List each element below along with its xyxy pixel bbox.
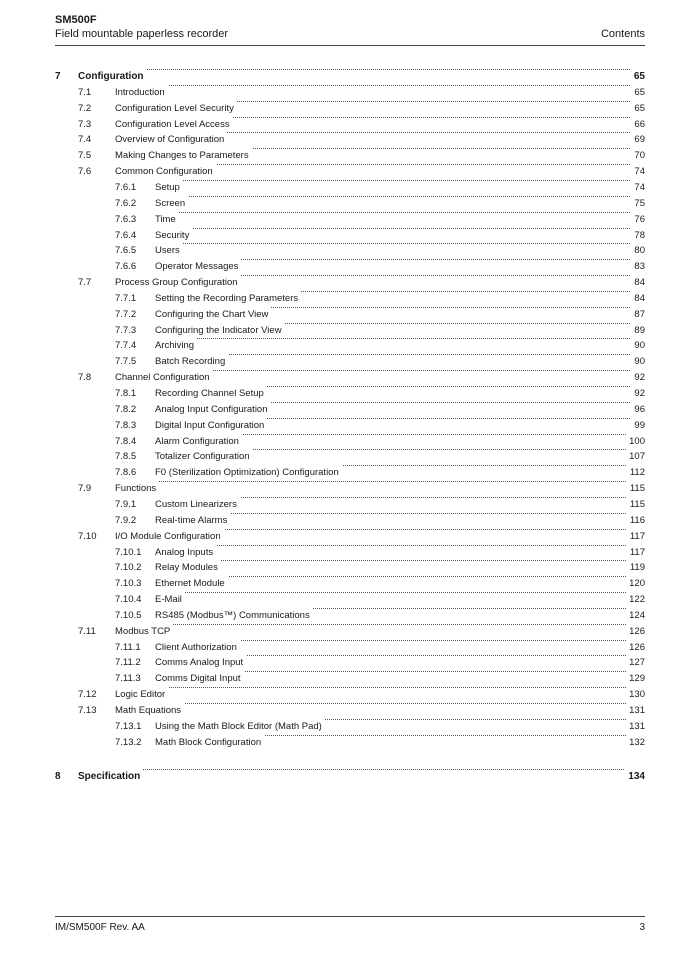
toc-entry-page: 83 [631, 259, 645, 274]
toc-entry-number: 7.8.4 [115, 435, 137, 447]
toc-entry-page: 90 [631, 354, 645, 369]
toc-entry-number: 7.7.4 [115, 340, 137, 352]
toc-entry[interactable] [0, 624, 678, 639]
toc-entry-page: 78 [631, 228, 645, 243]
toc-entry[interactable] [0, 117, 678, 132]
toc-entry-number: 7.7.2 [115, 308, 137, 320]
page-header [55, 13, 645, 41]
toc-entry[interactable] [0, 481, 678, 496]
toc-leader-dots [155, 180, 642, 181]
toc-entry[interactable] [0, 323, 678, 338]
toc-entry-title: Comms Analog Input [155, 655, 246, 670]
toc-entry-page: 87 [631, 307, 645, 322]
toc-entry-title: Introduction [115, 85, 168, 100]
toc-entry-page: 100 [626, 434, 645, 449]
footer-rule [55, 916, 645, 917]
toc-entry-page: 99 [631, 418, 645, 433]
toc-entry-title: Operator Messages [155, 259, 241, 274]
toc-entry-page: 92 [631, 370, 645, 385]
toc-leader-dots [78, 69, 642, 70]
toc-entry-number: 7.11.1 [115, 641, 141, 653]
toc-entry-number: 7.13.1 [115, 720, 142, 732]
toc-entry-title: Archiving [155, 338, 197, 353]
toc-entry-title: Configuration Level Security [115, 101, 237, 116]
toc-entry-page: 76 [631, 212, 645, 227]
toc-entry[interactable] [0, 434, 678, 449]
toc-entry[interactable] [0, 465, 678, 480]
toc-entry[interactable] [0, 655, 678, 670]
toc-entry[interactable] [0, 769, 678, 784]
toc-entry-page: 116 [627, 513, 645, 528]
toc-entry-title: Users [155, 243, 183, 258]
toc-entry-page: 107 [626, 449, 645, 464]
toc-leader-dots [155, 545, 642, 546]
toc-entry[interactable] [0, 69, 678, 84]
toc-entry-number: 7.11 [78, 625, 96, 637]
toc-entry[interactable] [0, 291, 678, 306]
toc-entry-title: Analog Inputs [155, 545, 216, 560]
toc-entry-title: Common Configuration [115, 164, 216, 179]
toc-entry[interactable] [0, 545, 678, 560]
toc-entry-page: 115 [627, 497, 645, 512]
toc-entry-number: 7.8.1 [115, 388, 137, 399]
toc-entry-page: 65 [631, 69, 645, 84]
toc-entry-number: 7.10.5 [115, 609, 142, 621]
toc-entry-page: 124 [626, 608, 645, 623]
toc-entry-number: 7.10 [78, 530, 97, 542]
toc-entry-page: 112 [627, 465, 645, 480]
toc-leader-dots [115, 687, 642, 688]
toc-entry-page: 65 [631, 85, 645, 100]
product-subtitle: Field mountable paperless recorder [55, 28, 229, 40]
toc-leader-dots [155, 212, 642, 213]
toc-entry-number: 7.7.5 [115, 356, 137, 368]
toc-leader-dots [155, 196, 642, 197]
toc-entry-title: Using the Math Block Editor (Math Pad) [155, 719, 325, 734]
toc-entry-page: 129 [626, 671, 645, 686]
toc-entry-title: Modbus TCP [115, 624, 173, 639]
toc-entry-number: 7.1 [78, 86, 92, 98]
toc-entry[interactable] [0, 592, 678, 607]
toc-entry[interactable] [0, 307, 678, 322]
toc-entry-page: 70 [631, 148, 645, 163]
toc-entry[interactable] [0, 354, 678, 369]
toc-entry-number: 7.12 [78, 689, 97, 701]
toc-entry-number: 7.6.5 [115, 245, 137, 257]
page-number: 3 [639, 922, 645, 933]
toc-entry-number: 7.8.6 [115, 467, 137, 479]
toc-entry[interactable] [0, 402, 678, 417]
toc-entry-page: 84 [631, 291, 645, 306]
toc-entry-page: 96 [631, 402, 645, 417]
toc-entry-number: 7.13 [78, 705, 97, 716]
toc-entry-page: 130 [626, 687, 645, 702]
toc-entry-title: Math Equations [115, 703, 184, 718]
toc-entry-number: 8 [55, 770, 61, 782]
toc-entry-number: 7.10.4 [115, 594, 142, 606]
toc-entry-number: 7.6.2 [115, 197, 137, 209]
toc-entry[interactable] [0, 608, 678, 623]
toc-entry-page: 132 [626, 735, 645, 750]
toc-entry-number: 7.6.6 [115, 261, 137, 273]
toc-entry-number: 7.11.3 [115, 673, 141, 685]
toc-entry-number: 7.9.1 [115, 498, 137, 510]
toc-entry[interactable] [0, 703, 678, 718]
toc-entry-title: Analog Input Configuration [155, 402, 271, 417]
toc-entry-number: 7.4 [78, 134, 92, 146]
toc-entry[interactable] [0, 560, 678, 575]
toc-entry-title: Channel Configuration [115, 370, 213, 385]
toc-entry-page: 80 [631, 243, 645, 258]
toc-entry-number: 7.9 [78, 483, 92, 495]
toc-entry[interactable] [0, 687, 678, 702]
toc-leader-dots [115, 624, 642, 625]
toc-entry-title: Security [155, 228, 192, 243]
toc-entry-title: Process Group Configuration [115, 275, 241, 290]
toc-entry[interactable] [0, 338, 678, 353]
toc-leader-dots [155, 560, 642, 561]
toc-entry-number: 7.13.2 [115, 736, 142, 748]
toc-entry-title: Totalizer Configuration [155, 449, 253, 464]
toc-entry-number: 7.8.5 [115, 451, 137, 463]
toc-entry-number: 7 [55, 71, 61, 82]
toc-entry-page: 126 [626, 624, 645, 639]
toc-entry-number: 7.8 [78, 372, 92, 384]
toc-entry-title: Digital Input Configuration [155, 418, 267, 433]
toc-entry[interactable] [0, 671, 678, 686]
toc-entry[interactable] [0, 386, 678, 401]
toc-entry-title: RS485 (Modbus™) Communications [155, 608, 313, 623]
toc-entry-page: 74 [631, 164, 645, 179]
toc-entry-title: Configuration [78, 69, 147, 84]
toc-entry-title: Configuration Level Access [115, 117, 233, 132]
toc-entry[interactable] [0, 132, 678, 147]
toc-entry-number: 7.7.1 [115, 292, 137, 304]
toc-entry-page: 90 [631, 338, 645, 353]
toc-entry-title: Configuring the Chart View [155, 307, 271, 322]
toc-entry-number: 7.10.3 [115, 578, 142, 590]
toc-entry[interactable] [0, 148, 678, 163]
toc-entry-title: Making Changes to Parameters [115, 148, 252, 163]
toc-entry-page: 92 [631, 386, 645, 401]
toc-entry-number: 7.3 [78, 118, 92, 130]
toc-entry-title: F0 (Sterilization Optimization) Configuration [155, 465, 342, 480]
toc-entry[interactable] [0, 259, 678, 274]
toc-entry-page: 115 [627, 481, 645, 496]
toc-entry-page: 65 [631, 101, 645, 116]
toc-entry-page: 120 [626, 576, 645, 591]
toc-entry-title: Math Block Configuration [155, 735, 264, 750]
toc-entry-number: 7.8.2 [115, 403, 137, 415]
page-footer [55, 921, 645, 935]
toc-entry-number: 7.6.1 [115, 181, 137, 193]
toc-entry-page: 84 [631, 275, 645, 290]
toc-entry-number: 7.6.3 [115, 213, 137, 225]
toc-entry-number: 7.10.2 [115, 562, 142, 574]
toc-entry-number: 7.7 [78, 277, 92, 289]
toc-entry-title: Alarm Configuration [155, 434, 242, 449]
toc-entry-page: 66 [631, 117, 645, 132]
toc-leader-dots [155, 228, 642, 229]
toc-entry[interactable] [0, 180, 678, 195]
toc-entry-page: 126 [626, 640, 645, 655]
toc-leader-dots [155, 576, 642, 577]
toc-leader-dots [78, 769, 642, 770]
toc-entry[interactable] [0, 85, 678, 100]
toc-entry-title: Time [155, 212, 179, 227]
toc-entry[interactable] [0, 243, 678, 258]
toc-entry-page: 131 [626, 719, 645, 734]
toc-entry-number: 7.6 [78, 166, 92, 178]
toc-entry-number: 7.5 [78, 150, 92, 162]
toc-entry[interactable] [0, 164, 678, 179]
toc-entry[interactable] [0, 529, 678, 544]
toc-entry-title: Setup [155, 180, 183, 195]
toc-entry[interactable] [0, 513, 678, 528]
toc-entry[interactable] [0, 228, 678, 243]
toc-entry-page: 89 [631, 323, 645, 338]
toc-entry-page: 117 [627, 545, 645, 560]
toc-leader-dots [155, 338, 642, 339]
toc-entry-title: Client Authorization [155, 640, 240, 655]
toc-entry-title: Specification [78, 769, 143, 784]
toc-entry-page: 127 [626, 655, 645, 670]
toc-leader-dots [115, 703, 642, 704]
section-name: Contents [600, 28, 645, 40]
toc-entry-number: 7.7.3 [115, 324, 137, 336]
toc-entry-title: Relay Modules [155, 560, 221, 575]
toc-entry-page: 119 [627, 560, 645, 575]
toc-entry-number: 7.8.3 [115, 419, 137, 431]
toc-entry-page: 117 [627, 529, 645, 544]
toc-entry-title: Screen [155, 196, 188, 211]
toc-entry-title: E-Mail [155, 592, 185, 607]
toc-entry-page: 131 [626, 703, 645, 718]
product-name: SM500F [55, 14, 97, 26]
toc-entry-page: 75 [631, 196, 645, 211]
toc-entry[interactable] [0, 101, 678, 116]
toc-entry-number: 7.2 [78, 102, 92, 114]
toc-entry-number: 7.11.2 [115, 657, 141, 669]
toc-entry-title: Batch Recording [155, 354, 228, 369]
toc-entry-page: 74 [631, 180, 645, 195]
document-id: IM/SM500F Rev. AA [55, 922, 145, 933]
toc-entry-page: 134 [625, 769, 645, 784]
toc-entry-page: 69 [631, 132, 645, 147]
toc-leader-dots [155, 592, 642, 593]
toc-entry[interactable] [0, 275, 678, 290]
toc-entry-number: 7.6.4 [115, 229, 137, 241]
toc-entry-title: Setting the Recording Parameters [155, 291, 301, 306]
toc-entry-title: Recording Channel Setup [155, 386, 267, 401]
toc-entry-title: Custom Linearizers [155, 497, 240, 512]
toc-entry-title: Configuring the Indicator View [155, 323, 285, 338]
toc-leader-dots [115, 85, 642, 86]
toc-entry[interactable] [0, 370, 678, 385]
toc-entry-title: Comms Digital Input [155, 671, 244, 686]
toc-entry-number: 7.9.2 [115, 514, 137, 526]
header-rule [55, 45, 645, 46]
toc-entry[interactable] [0, 418, 678, 433]
toc-entry[interactable] [0, 719, 678, 734]
toc-entry-title: I/O Module Configuration [115, 529, 224, 544]
toc-leader-dots [155, 243, 642, 244]
toc-leader-dots [115, 481, 642, 482]
toc-entry-title: Logic Editor [115, 687, 168, 702]
toc-entry[interactable] [0, 196, 678, 211]
toc-entry-title: Real-time Alarms [155, 513, 230, 528]
toc-entry-title: Ethernet Module [155, 576, 228, 591]
toc-entry[interactable] [0, 640, 678, 655]
toc-entry[interactable] [0, 735, 678, 750]
toc-entry-title: Overview of Configuration [115, 132, 227, 147]
toc-entry-title: Functions [115, 481, 159, 496]
toc-entry-page: 122 [626, 592, 645, 607]
toc-entry[interactable] [0, 497, 678, 512]
toc-entry-number: 7.10.1 [115, 546, 142, 558]
toc-entry[interactable] [0, 449, 678, 464]
toc-entry[interactable] [0, 212, 678, 227]
toc-entry[interactable] [0, 576, 678, 591]
